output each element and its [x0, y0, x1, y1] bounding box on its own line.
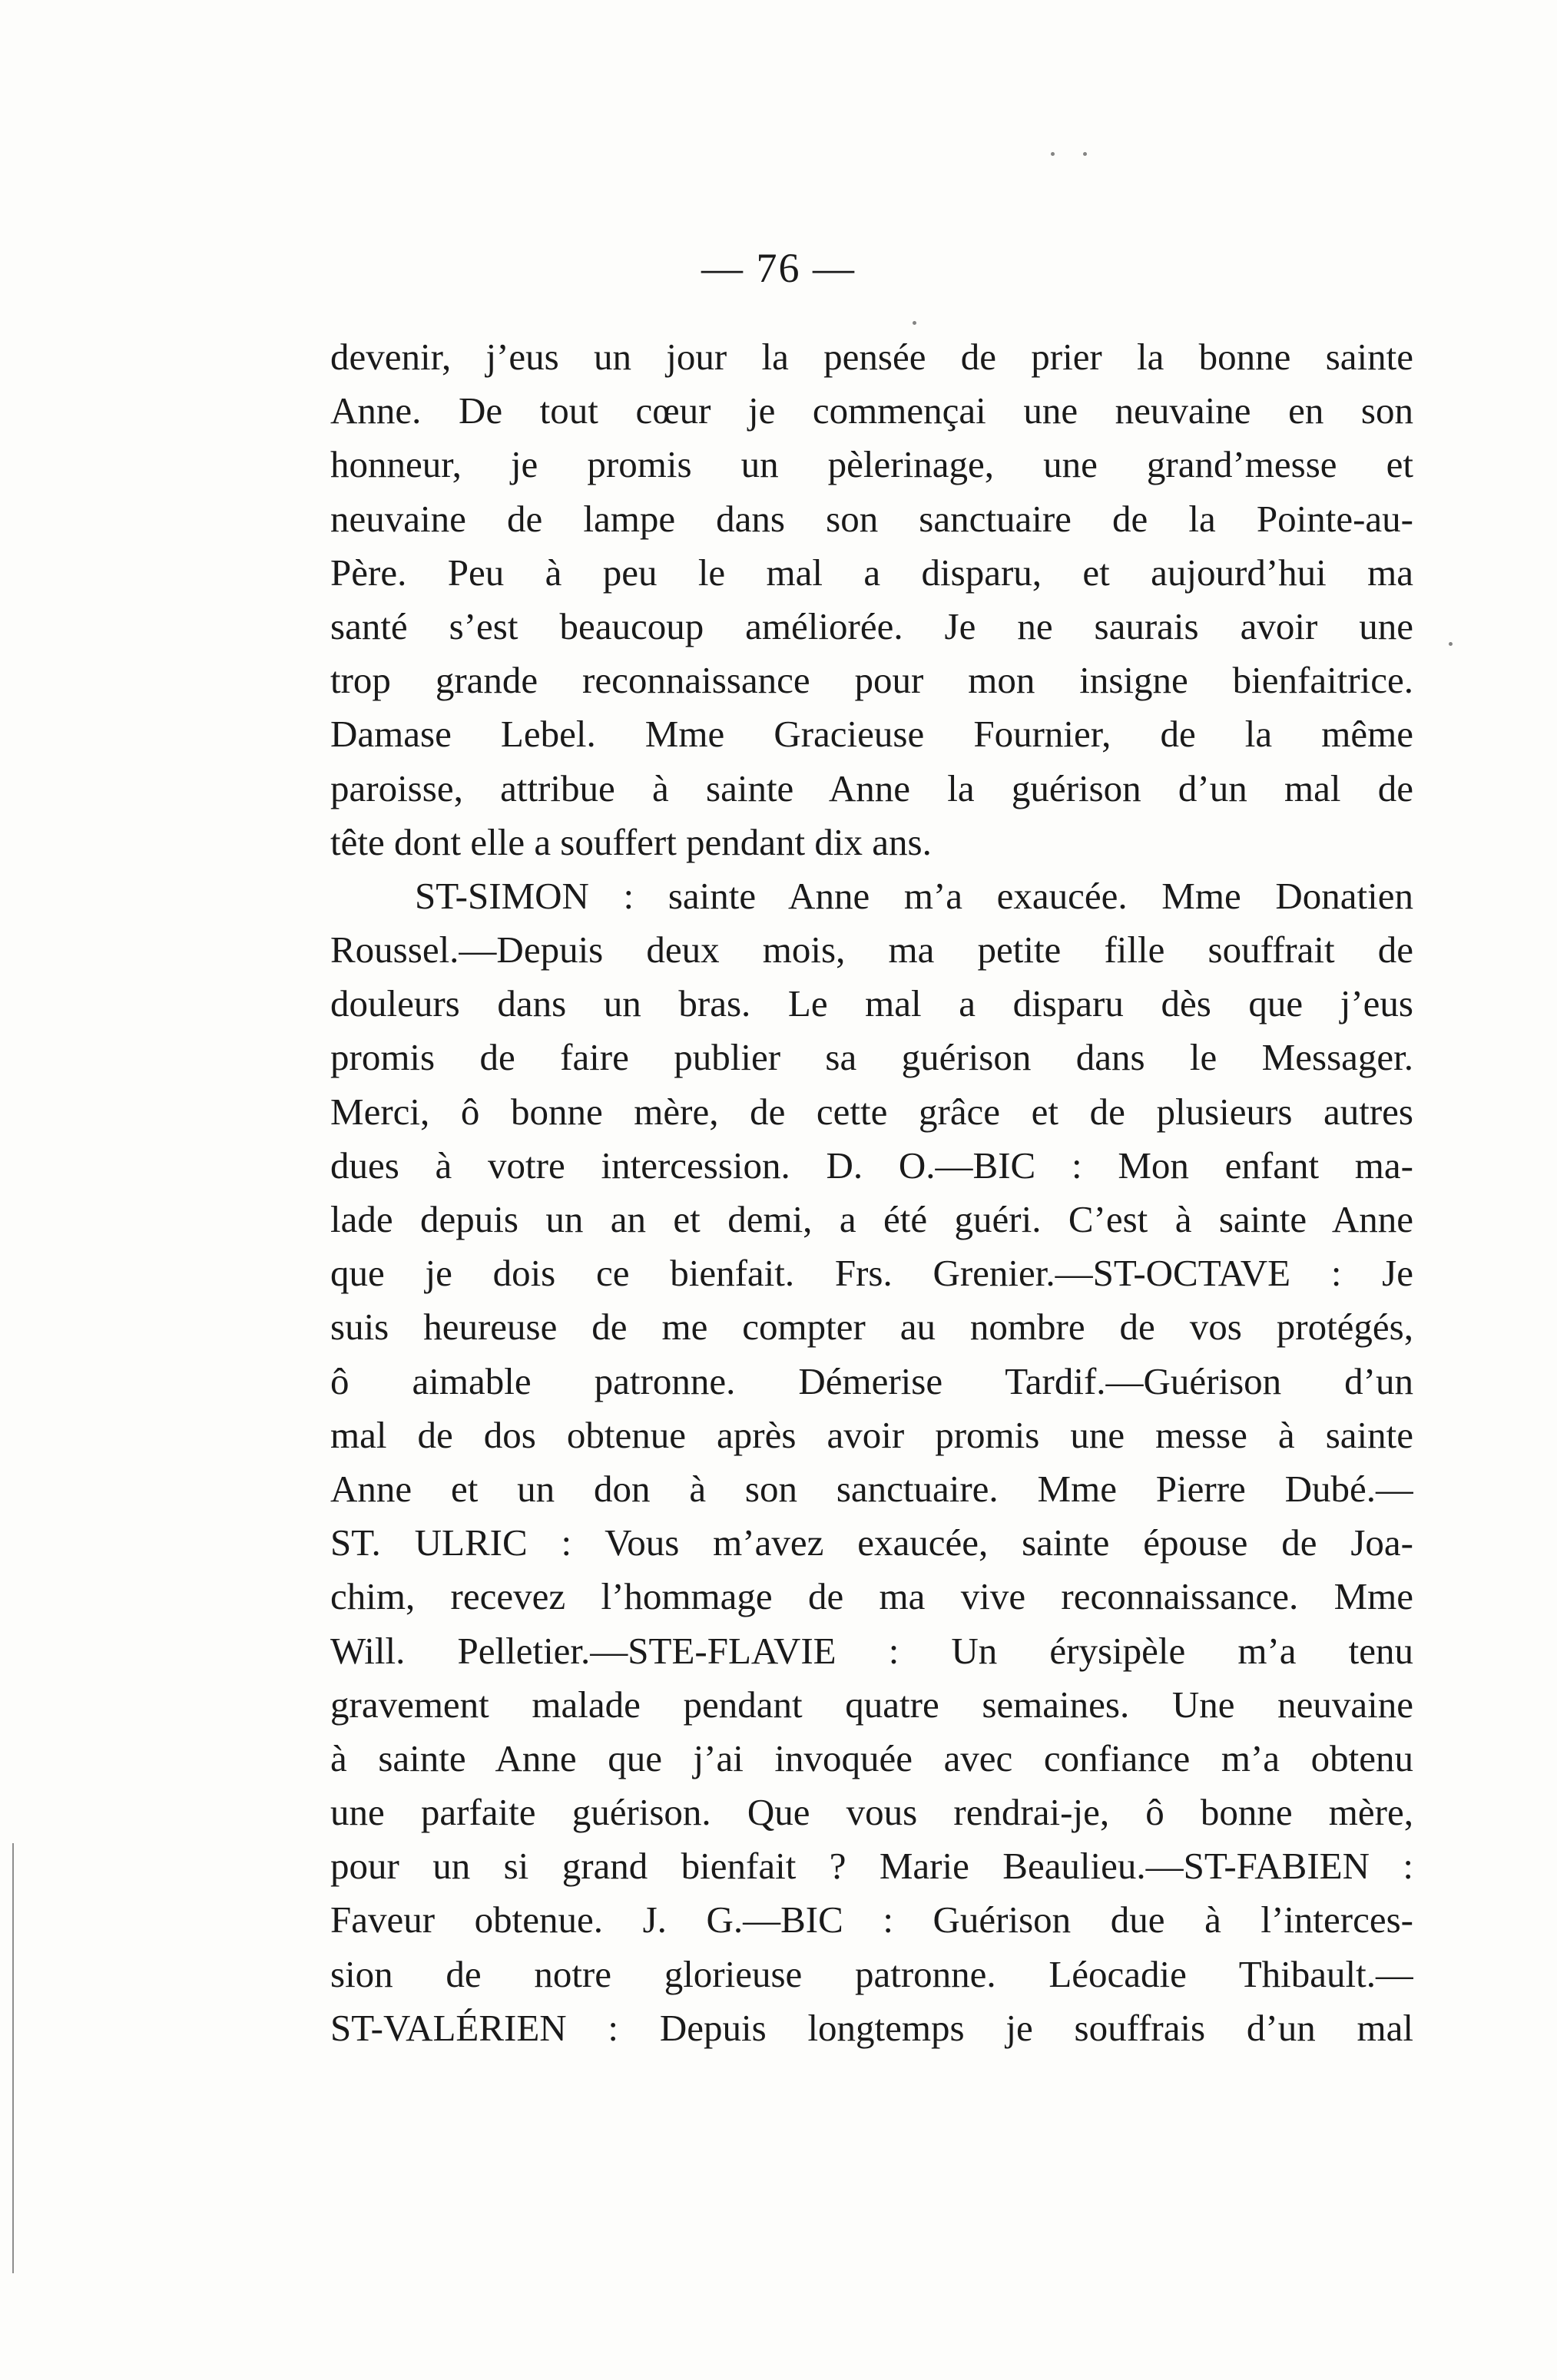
text-line: pour un si grand bienfait ? Marie Beaulieu.—ST-FABIEN :	[330, 1845, 1413, 1888]
text-line: une parfaite guérison. Que vous rendrai-je, ô bonne mère,	[330, 1791, 1413, 1834]
text-line: neuvaine de lampe dans son sanctuaire de la Pointe-au-	[330, 497, 1413, 540]
page-number: — 76 —	[701, 245, 856, 291]
text-line: mal de dos obtenue après avoir promis une messe à sainte	[330, 1413, 1413, 1456]
text-line: Roussel.—Depuis deux mois, ma petite fille souffrait de	[330, 928, 1413, 972]
text-line: devenir, j’eus un jour la pensée de prier la bonne sainte	[330, 336, 1413, 378]
text-line: ST-SIMON : sainte Anne m’a exaucée. Mme Donatien	[415, 874, 1413, 917]
text-line: Anne et un don à son sanctuaire. Mme Pierre Dubé.—	[330, 1467, 1413, 1510]
scan-speck	[913, 321, 916, 325]
text-line: que je dois ce bienfait. Frs. Grenier.—ST-OCTAVE : Je	[330, 1252, 1413, 1295]
text-line: gravement malade pendant quatre semaines. Une neuvaine	[330, 1683, 1413, 1726]
text-line: paroisse, attribue à sainte Anne la guérison d’un mal de	[330, 766, 1413, 809]
text-line: trop grande reconnaissance pour mon insigne bienfaitrice.	[330, 659, 1413, 702]
text-line: ô aimable patronne. Démerise Tardif.—Guérison d’un	[330, 1359, 1413, 1402]
text-line: douleurs dans un bras. Le mal a disparu dès que j’eus	[330, 982, 1413, 1025]
text-line: Damase Lebel. Mme Gracieuse Fournier, de la même	[330, 713, 1413, 756]
text-line: Faveur obtenue. J. G.—BIC : Guérison due à l’interces-	[330, 1898, 1413, 1941]
scan-speck	[1449, 642, 1453, 646]
text-line: lade depuis un an et demi, a été guéri. C’est à sainte Anne	[330, 1198, 1413, 1240]
scan-margin-rule	[12, 1843, 14, 2273]
text-line: ST. ULRIC : Vous m’avez exaucée, sainte épouse de Joa-	[330, 1521, 1413, 1564]
text-line: sion de notre glorieuse patronne. Léocadie Thibault.—	[330, 1952, 1413, 1995]
text-line: suis heureuse de me compter au nombre de vos protégés,	[330, 1306, 1413, 1349]
text-line: tête dont elle a souffert pendant dix ans.	[330, 820, 932, 863]
text-line: Will. Pelletier.—STE-FLAVIE : Un érysipèle m’a tenu	[330, 1629, 1413, 1672]
text-line: Anne. De tout cœur je commençai une neuvaine en son	[330, 389, 1413, 432]
scan-speck	[1051, 152, 1055, 156]
text-line: dues à votre intercession. D. O.—BIC : Mon enfant ma-	[330, 1144, 1413, 1187]
body-text	[330, 330, 1413, 2055]
text-line: chim, recevez l’hommage de ma vive reconnaissance. Mme	[330, 1575, 1413, 1618]
scan-speck	[1083, 152, 1087, 156]
text-line: santé s’est beaucoup améliorée. Je ne saurais avoir une	[330, 604, 1413, 647]
text-line: promis de faire publier sa guérison dans le Messager.	[330, 1036, 1413, 1079]
text-line: Merci, ô bonne mère, de cette grâce et de plusieurs autres	[330, 1090, 1413, 1133]
text-line: ST-VALÉRIEN : Depuis longtemps je souffrais d’un mal	[330, 2006, 1413, 2049]
text-line: honneur, je promis un pèlerinage, une grand’messe et	[330, 443, 1413, 486]
text-line: Père. Peu à peu le mal a disparu, et aujourd’hui ma	[330, 551, 1413, 594]
text-line: à sainte Anne que j’ai invoquée avec confiance m’a obtenu	[330, 1736, 1413, 1779]
